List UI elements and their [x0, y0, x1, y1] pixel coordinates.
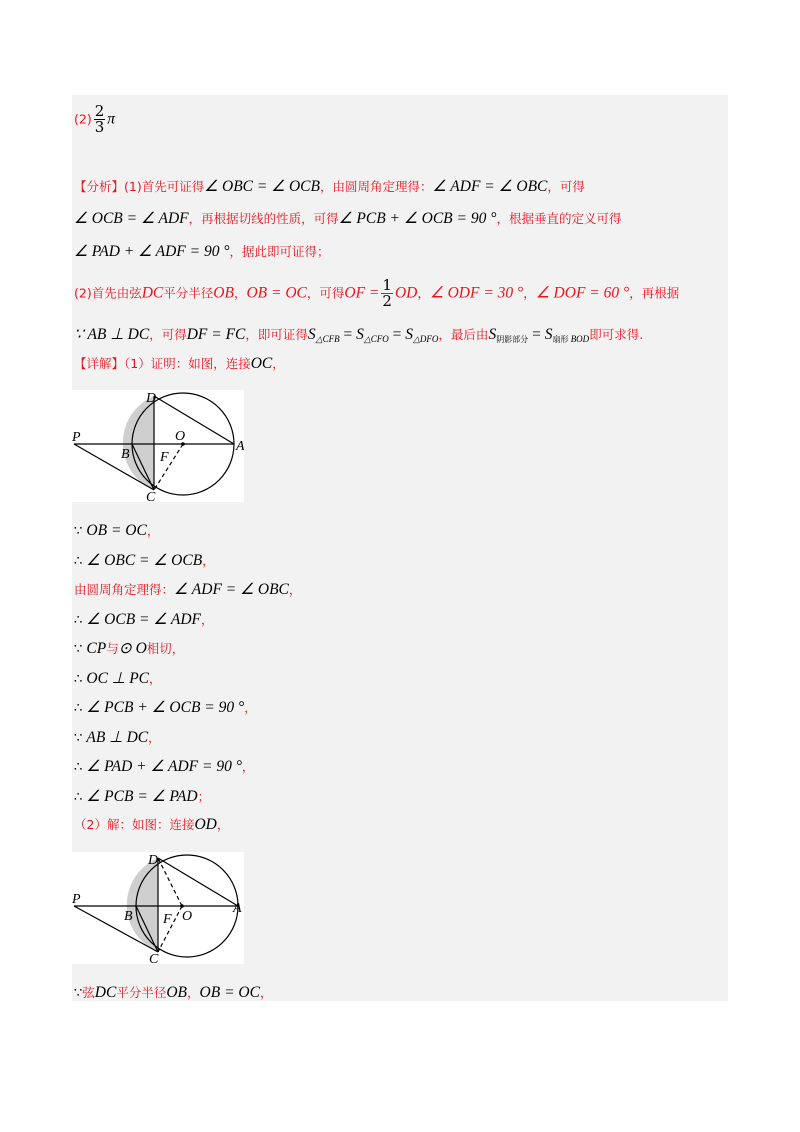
area-sub-text: BOD [568, 334, 590, 344]
answer-2 [74, 104, 115, 135]
analysis-line-2 [74, 209, 621, 229]
equals: = [388, 326, 406, 343]
therefore-symbol: ∵ [74, 524, 87, 539]
analysis-text: ，即可证得 [245, 327, 308, 342]
proof-step [74, 669, 162, 690]
figure-2 [72, 852, 244, 964]
therefore-symbol: ∴ [74, 701, 87, 716]
analysis-math: OB [213, 284, 234, 302]
proof-step [74, 698, 257, 719]
analysis-math: DC [141, 284, 164, 302]
last-text: 平分半径 [116, 985, 167, 1000]
label-a: A [233, 901, 242, 916]
part2-text: ， [216, 817, 230, 832]
label-o: O [182, 909, 193, 924]
label-p: P [72, 430, 81, 445]
label-o: O [175, 429, 186, 444]
figure-1 [72, 390, 244, 502]
proof-step [74, 551, 215, 572]
analysis-line-1 [74, 177, 585, 197]
label-p: P [72, 892, 81, 907]
detail-intro [74, 354, 285, 374]
proof-step [74, 610, 214, 631]
label-b: B [124, 909, 133, 924]
label-c: C [149, 952, 159, 964]
proof-math: ⊙ O [118, 640, 147, 657]
analysis-text: ，再根据 [629, 285, 680, 301]
area-sub: △CFB [315, 334, 340, 344]
proof-step [74, 521, 159, 542]
equals: = [339, 326, 357, 343]
label-c: C [146, 490, 156, 502]
detail-math: OC [250, 355, 273, 372]
proof-step [74, 728, 161, 749]
shaded-region [123, 396, 154, 490]
fraction-num: 2 [94, 102, 105, 120]
last-text: ， [187, 985, 200, 1000]
last-math: OB = OC [199, 984, 260, 1001]
answer-label: (2) [74, 111, 92, 127]
analysis-math: ∠ PCB + ∠ OCB = 90 ° [338, 210, 497, 227]
analysis-text: (1)首先可证得 [124, 179, 205, 194]
therefore-symbol: ∵ [74, 642, 87, 657]
analysis-text: ，由圆周角定理得： [320, 179, 433, 194]
analysis-text: ，根据垂直的定义可得 [496, 211, 622, 226]
label-b: B [121, 447, 130, 462]
analysis-text: 平分半径 [163, 285, 214, 301]
proof-text: ； [197, 789, 211, 804]
analysis-math: ∵ AB ⊥ DC [74, 326, 150, 343]
analysis-text: (2)首先由弦 [74, 285, 142, 301]
analysis-text: ， [233, 285, 247, 301]
proof-text: ， [146, 523, 160, 538]
area-sub-text: 扇形 [552, 335, 569, 344]
area-symbol: S [488, 326, 497, 343]
analysis-math: ∠ OBC = ∠ OCB [204, 178, 320, 195]
area-sub [552, 334, 589, 344]
label-a: A [236, 439, 244, 454]
area-sub: △DFO [413, 334, 439, 344]
therefore-symbol: ∴ [74, 760, 87, 775]
part2-text: （2）解：如图：连接 [74, 817, 195, 832]
last-math: DC [94, 984, 117, 1001]
therefore-symbol: ∵ [74, 731, 87, 746]
detail-text: （1）证明：如图，连接 [124, 356, 251, 371]
analysis-line-4 [74, 278, 679, 309]
proof-text: ， [244, 700, 257, 715]
area-symbol: S [307, 326, 316, 343]
label-d: D [146, 391, 157, 406]
line-da [154, 396, 234, 444]
proof-math: OC ⊥ PC [86, 670, 149, 687]
detail-tag: 【详解】 [74, 356, 125, 371]
proof-math: CP [86, 640, 107, 657]
proof-math: ∠ OCB = ∠ ADF [86, 611, 202, 628]
analysis-math: ∠ DOF = 60 ° [535, 284, 630, 302]
label-f: F [160, 450, 169, 465]
detail-text: ， [272, 356, 285, 371]
area-symbol: S [405, 326, 413, 343]
last-text: ， [259, 985, 273, 1000]
therefore-symbol: ∴ [74, 672, 87, 687]
analysis-line-3 [74, 242, 330, 262]
proof-text: 与 [106, 641, 119, 656]
analysis-text: ， [417, 285, 430, 301]
proof-text: ， [288, 582, 302, 597]
pi-symbol: π [107, 110, 116, 128]
proof-step [74, 580, 301, 600]
fraction-den: 3 [94, 118, 105, 136]
proof-math: OB = OC [86, 522, 147, 539]
proof-text: ， [148, 730, 161, 745]
analysis-math: OF = [344, 284, 380, 302]
because-symbol: ∵ [74, 986, 83, 1001]
analysis-math: ∠ PAD + ∠ ADF = 90 ° [74, 243, 230, 260]
proof-step [74, 787, 210, 808]
analysis-math: ∠ ADF = ∠ OBC [432, 178, 548, 195]
analysis-text: ，再根据切线的性质，可得 [188, 211, 339, 226]
therefore-symbol: ∴ [74, 554, 87, 569]
proof-math: ∠ PCB + ∠ OCB = 90 ° [86, 699, 245, 716]
analysis-text: ， [523, 285, 536, 301]
proof-text: ， [149, 671, 162, 686]
analysis-text: 即可求得. [589, 327, 644, 342]
analysis-math: OB = OC [246, 284, 307, 302]
analysis-math: DF = FC [186, 326, 246, 343]
analysis-tag: 【分析】 [74, 179, 125, 194]
line-da [158, 858, 238, 906]
proof-math: ∠ OBC = ∠ OCB [86, 552, 203, 569]
fraction-num: 1 [382, 276, 392, 294]
proof-math: ∠ PAD + ∠ ADF = 90 ° [86, 758, 242, 775]
label-d: D [148, 853, 159, 868]
equals: = [528, 326, 545, 343]
analysis-math: ∠ ODF = 30 ° [429, 284, 524, 302]
point-o [180, 904, 184, 908]
therefore-symbol: ∴ [74, 790, 87, 805]
area-sub: △CFO [363, 334, 389, 344]
proof-text: ， [201, 612, 214, 627]
fraction-den: 2 [382, 292, 392, 310]
analysis-text: ，可得 [306, 285, 345, 301]
last-line [74, 983, 272, 1004]
area-symbol: S [356, 326, 364, 343]
proof-step [74, 757, 254, 778]
proof-math: ∠ ADF = ∠ OBC [174, 581, 289, 598]
last-math: OB [166, 984, 188, 1001]
analysis-math: OD [394, 284, 418, 302]
half-fraction [381, 278, 393, 309]
proof-math: ∠ PCB = ∠ PAD [86, 788, 198, 805]
analysis-text: ，据此即可证得； [229, 244, 330, 259]
last-text: 弦 [82, 985, 95, 1000]
area-sub-text: 阴影部分 [496, 335, 529, 344]
analysis-text: ，可得 [149, 327, 187, 342]
proof-text: 相切， [146, 641, 185, 656]
proof-text: ， [241, 759, 255, 774]
proof-text: 由圆周角定理得： [74, 582, 175, 597]
proof-step [74, 639, 184, 660]
label-f: F [163, 912, 172, 927]
area-symbol: S [544, 326, 553, 343]
part2-intro [74, 815, 229, 835]
proof-text: ， [202, 553, 215, 568]
answer-fraction [94, 104, 106, 135]
analysis-text: ，可得 [547, 179, 585, 194]
analysis-line-5 [74, 325, 643, 350]
proof-math: AB ⊥ DC [86, 729, 149, 746]
figure-2-svg [72, 852, 244, 964]
therefore-symbol: ∴ [74, 613, 87, 628]
analysis-text: ，最后由 [438, 327, 489, 342]
analysis-math: ∠ OCB = ∠ ADF [74, 210, 189, 227]
figure-1-svg [72, 390, 244, 502]
part2-math: OD [194, 816, 217, 833]
area-sub [496, 334, 528, 344]
